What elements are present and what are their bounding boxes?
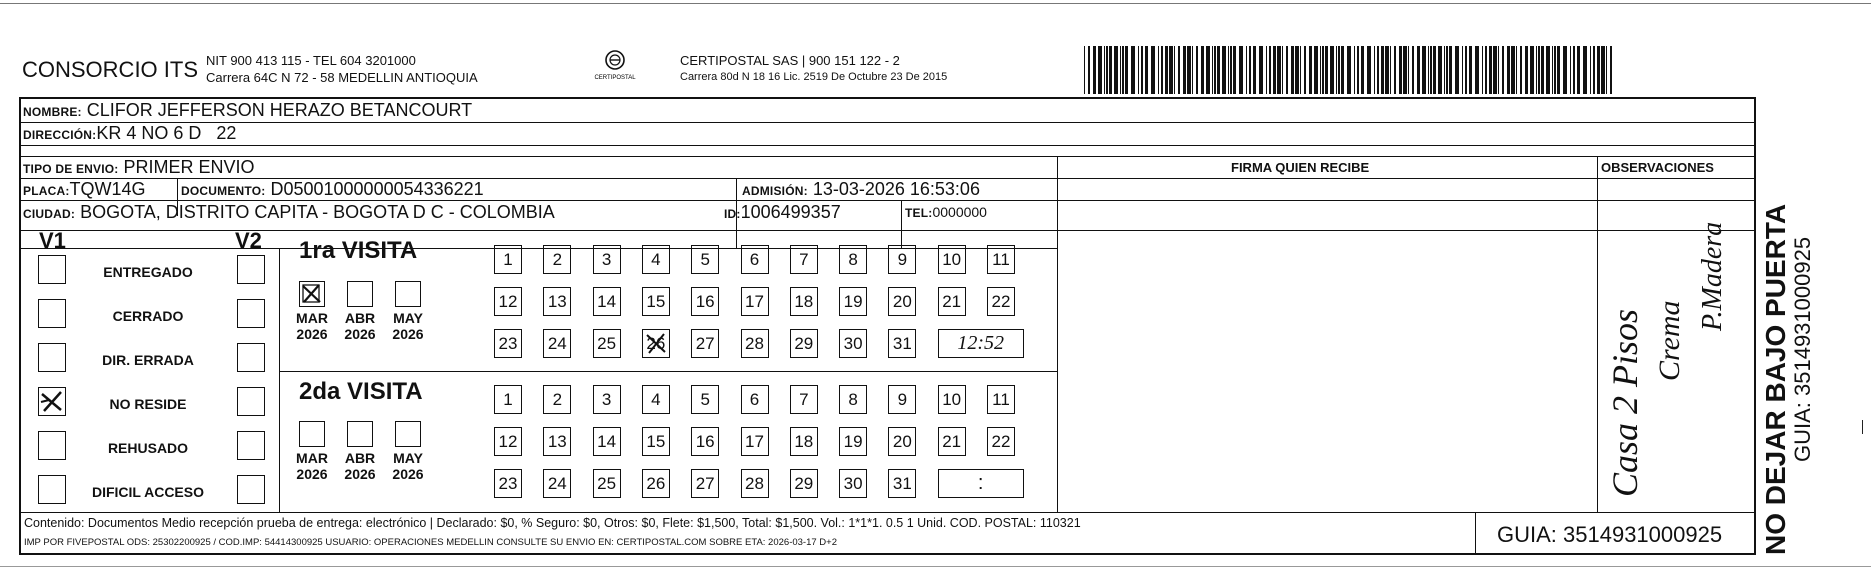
time-field[interactable]: 12:52 [938,329,1024,358]
day-checkbox[interactable]: 18 [790,427,818,456]
month-label [383,310,433,342]
delivery-card [19,97,1756,555]
scan-artifact-bottom [0,566,1871,567]
nombre-field [23,100,472,121]
day-checkbox[interactable]: 6 [741,385,769,414]
documento-value: D05001000000054336221 [270,179,484,199]
direccion-field [23,123,236,144]
day-checkbox[interactable]: 11 [987,385,1015,414]
day-checkbox[interactable]: 27 [691,329,719,358]
side-warning: NO DEJAR BAJO PUERTA [1760,203,1791,555]
status-option-label: CERRADO [112,308,184,324]
day-checkbox[interactable]: 26 [642,469,670,498]
certipostal-line2: Carrera 80d N 18 16 Lic. 2519 De Octubre 23 De 2015 [680,71,948,83]
month-year: 2026 [296,466,328,482]
day-checkbox[interactable]: 19 [839,287,867,316]
footer-impresion: IMP POR FIVEPOSTAL ODS: 25302200925 / COD.IMP: 54414300925 USUARIO: OPERACIONES MEDELLIN CONSULTE SU ENVIO EN: CERTIPOSTAL.COM SOBRE ETA: 2026-03-17 D+2 [24,537,837,548]
direccion-value: KR 4 NO 6 D 22 [96,123,237,143]
day-checkbox[interactable]: 13 [543,287,571,316]
company-name: CONSORCIO ITS [22,57,199,82]
time-field[interactable]: : [938,469,1024,498]
month-label [335,310,385,342]
tel-label: TEL: [905,206,933,220]
company-info [206,52,478,86]
day-checkbox[interactable]: 28 [741,329,769,358]
day-checkbox[interactable]: 30 [839,469,867,498]
status-option-label: NO RESIDE [109,396,187,412]
admision-field [742,179,980,200]
day-checkbox[interactable]: 12 [494,287,522,316]
documento-label: DOCUMENTO: [181,184,266,198]
day-checkbox[interactable]: 8 [839,245,867,274]
month-checkbox[interactable] [395,281,421,307]
day-checkbox[interactable]: 1 [494,245,522,274]
tipo-envio-field [23,157,255,178]
day-checkbox[interactable]: 25 [593,469,621,498]
ciudad-field [23,202,555,223]
day-checkbox[interactable]: 14 [593,287,621,316]
status-option-label: DIR. ERRADA [102,352,194,368]
documento-field [181,179,484,200]
month-name: ABR [344,310,376,326]
day-mark-icon [643,330,669,357]
month-checkbox[interactable] [347,421,373,447]
status-option-label: DIFICIL ACCESO [91,484,204,500]
v1-header: V1 [39,228,66,253]
month-name: MAY [393,450,423,466]
day-checkbox[interactable]: 16 [691,427,719,456]
day-checkbox[interactable]: 21 [938,427,966,456]
day-checkbox[interactable]: 17 [741,427,769,456]
month-checkbox[interactable] [395,421,421,447]
nombre-label: NOMBRE: [23,105,82,119]
day-checkbox[interactable]: 6 [741,245,769,274]
company-address: Carrera 64C N 72 - 58 MEDELLIN ANTIOQUIA [206,70,478,85]
id-field [724,202,841,223]
observaciones-handwriting [1603,171,1753,509]
v2-checkbox[interactable] [237,475,265,504]
nombre-value: CLIFOR JEFFERSON HERAZO BETANCOURT [86,100,473,120]
id-value: 1006499357 [740,202,841,222]
v2-header: V2 [235,228,262,253]
obs-hand-a: Casa 2 Pisos [1605,308,1645,497]
second-visit-title: 2da VISITA [299,378,423,405]
day-checkbox[interactable]: 19 [839,427,867,456]
side-guia: GUIA: 3514931000925 [1790,236,1815,462]
month-year: 2026 [392,326,424,342]
day-checkbox[interactable]: 10 [938,245,966,274]
tipo-envio-value: PRIMER ENVIO [123,157,255,177]
month-name: ABR [344,450,376,466]
v1-checkbox[interactable] [38,475,66,504]
day-checkbox[interactable]: 5 [691,245,719,274]
footer-contenido: Contenido: Documentos Medio recepción prueba de entrega: electrónico | Declarado: $0, % Seguro: $0, Otros: $0, Flete: $1,500, Total: $1,500. Vol.: 1*1*1. 0.5 1 Unid. COD. POSTAL: 110321 [24,516,1081,530]
first-visit-title: 1ra VISITA [299,237,418,264]
v1-checkbox[interactable] [38,255,66,284]
day-checkbox[interactable]: 23 [494,329,522,358]
tel-value: 0000000 [932,204,987,220]
day-checkbox[interactable]: 15 [642,427,670,456]
day-checkbox[interactable]: 5 [691,385,719,414]
admision-value: 13-03-2026 16:53:06 [812,179,980,199]
placa-value: TQW14G [69,179,146,199]
ciudad-value: BOGOTA, DISTRITO CAPITA - BOGOTA D C - COLOMBIA [80,202,555,222]
v2-checkbox[interactable] [237,387,265,416]
certipostal-line1: CERTIPOSTAL SAS | 900 151 122 - 2 [680,53,900,68]
obs-hand-c: P.Madera [1697,221,1728,331]
month-name: MAY [393,310,423,326]
day-checkbox[interactable]: 30 [839,329,867,358]
month-checkbox[interactable] [299,421,325,447]
obs-hand-b: Crema [1653,300,1686,381]
status-option-label: ENTREGADO [103,264,193,280]
day-checkbox[interactable]: 9 [888,385,916,414]
day-checkbox[interactable]: 3 [593,245,621,274]
scan-mark [1862,420,1863,434]
placa-field [23,179,146,200]
v1-checkbox[interactable] [38,343,66,372]
status-option-label: REHUSADO [107,440,189,456]
day-checkbox[interactable]: 11 [987,245,1015,274]
admision-label: ADMISIÓN: [742,184,808,198]
day-checkbox[interactable]: 4 [642,385,670,414]
guia-number: GUIA: 3514931000925 [1497,522,1723,547]
tipo-envio-label: TIPO DE ENVIO: [23,162,119,176]
day-checkbox[interactable]: 24 [543,469,571,498]
day-checkbox[interactable]: 27 [691,469,719,498]
day-checkbox[interactable]: 26 [642,329,670,358]
month-name: MAR [296,450,328,466]
v2-checkbox[interactable] [237,431,265,460]
day-checkbox[interactable]: 12 [494,427,522,456]
logo-text: CERTIPOSTAL [594,75,636,81]
certipostal-logo-icon [594,48,636,82]
v2-checkbox[interactable] [237,343,265,372]
certipostal-info [680,52,947,86]
day-checkbox[interactable]: 20 [888,287,916,316]
month-checkbox[interactable] [347,281,373,307]
day-checkbox[interactable]: 20 [888,427,916,456]
day-checkbox[interactable]: 28 [741,469,769,498]
day-checkbox[interactable]: 21 [938,287,966,316]
day-checkbox[interactable]: 23 [494,469,522,498]
day-checkbox[interactable]: 16 [691,287,719,316]
day-checkbox[interactable]: 7 [790,245,818,274]
day-checkbox[interactable]: 24 [543,329,571,358]
check-mark-icon [39,388,65,415]
day-checkbox[interactable]: 15 [642,287,670,316]
day-checkbox[interactable]: 2 [543,245,571,274]
month-name: MAR [296,310,328,326]
day-checkbox[interactable]: 25 [593,329,621,358]
month-label [287,310,337,342]
day-checkbox[interactable]: 13 [543,427,571,456]
id-label: ID: [724,207,741,221]
day-checkbox[interactable]: 3 [593,385,621,414]
day-checkbox[interactable]: 22 [987,427,1015,456]
month-label [383,450,433,482]
ciudad-label: CIUDAD: [23,207,76,221]
day-checkbox[interactable]: 14 [593,427,621,456]
company-nit: NIT 900 413 115 - TEL 604 3201000 [206,53,416,68]
v1-checkbox[interactable] [38,431,66,460]
day-checkbox[interactable]: 31 [888,469,916,498]
month-checkbox[interactable] [299,281,325,307]
observaciones-header: OBSERVACIONES [1601,160,1714,175]
day-checkbox[interactable]: 2 [543,385,571,414]
v1-checkbox[interactable] [38,299,66,328]
month-year: 2026 [344,466,376,482]
check-mark-icon [300,282,323,305]
v2-checkbox[interactable] [237,255,265,284]
day-checkbox[interactable]: 22 [987,287,1015,316]
day-checkbox[interactable]: 29 [790,329,818,358]
tel-field [905,204,987,220]
day-checkbox[interactable]: 18 [790,287,818,316]
day-checkbox[interactable]: 1 [494,385,522,414]
placa-label: PLACA: [23,184,70,198]
day-checkbox[interactable]: 17 [741,287,769,316]
month-label [287,450,337,482]
day-checkbox[interactable]: 31 [888,329,916,358]
v1-checkbox[interactable] [38,387,66,416]
month-year: 2026 [296,326,328,342]
barcode [1084,46,1614,94]
v2-checkbox[interactable] [237,299,265,328]
day-checkbox[interactable]: 9 [888,245,916,274]
day-checkbox[interactable]: 10 [938,385,966,414]
month-label [335,450,385,482]
day-checkbox[interactable]: 4 [642,245,670,274]
month-year: 2026 [392,466,424,482]
month-year: 2026 [344,326,376,342]
scan-artifact-top [0,3,1871,4]
direccion-label: DIRECCIÓN: [23,128,97,142]
day-checkbox[interactable]: 8 [839,385,867,414]
firma-header: FIRMA QUIEN RECIBE [1231,160,1370,175]
day-checkbox[interactable]: 7 [790,385,818,414]
day-checkbox[interactable]: 29 [790,469,818,498]
